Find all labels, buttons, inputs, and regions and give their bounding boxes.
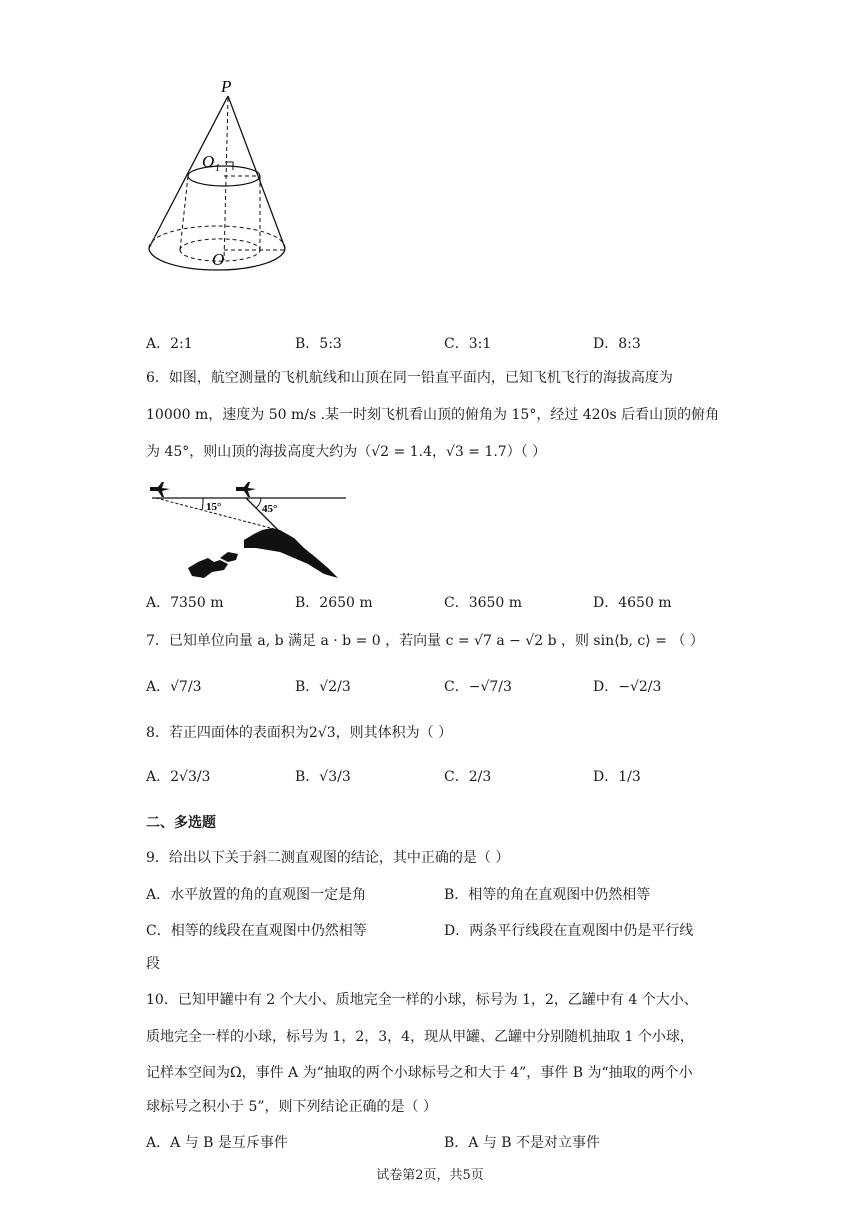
q9-option-b: B．相等的角在直观图中仍然相等	[444, 887, 651, 903]
q10-stem-line3: 记样本空间为Ω，事件 A 为“抽取的两个小球标号之和大于 4”，事件 B 为“抽取的两个小	[146, 1065, 693, 1081]
q10-stem-line2: 质地完全一样的小球，标号为 1，2，3，4，现从甲罐、乙罐中分别随机抽取 1 个小球，	[146, 1029, 694, 1045]
q7-option-a: A．√7/3	[146, 679, 202, 695]
q6-stem-line2: 10000 m，速度为 50 m/s .某一时刻飞机看山顶的俯角为 15°，经过 420s 后看山顶的俯角	[146, 407, 720, 423]
plane-angle-15: 15°	[206, 501, 222, 513]
q9-option-a: A．水平放置的角的直观图一定是角	[146, 887, 367, 903]
q9-option-c: C．相等的线段在直观图中仍然相等	[146, 923, 367, 939]
section-heading-multiple-choice: 二、多选题	[146, 815, 216, 831]
q10-option-b: B．A 与 B 不是对立事件	[444, 1135, 601, 1151]
q7-stem: 7．已知单位向量 a, b 满足 a · b = 0 ，若向量 c = √7 a − √2 b ，则 sin⟨b, c⟩ = （ ）	[146, 633, 704, 649]
q10-stem-line1: 10．已知甲罐中有 2 个大小、质地完全一样的小球，标号为 1，2，乙罐中有 4 个大小、	[146, 992, 698, 1008]
q7-option-b: B．√2/3	[295, 679, 351, 695]
q9-stem: 9．给出以下关于斜二测直观图的结论，其中正确的是（ ）	[146, 850, 510, 866]
q7-option-c: C．−√7/3	[444, 679, 512, 695]
cone-label-p: P	[221, 77, 232, 96]
q6-option-d: D．4650 m	[593, 595, 672, 611]
q6-stem-line3: 为 45°，则山顶的海拔高度大约为（√2 = 1.4，√3 = 1.7）（ ）	[146, 444, 547, 460]
cone-label-o1: O	[202, 152, 215, 171]
cone-label-o1-sub: 1	[215, 163, 220, 174]
q10-option-a: A．A 与 B 是互斥事件	[146, 1135, 288, 1151]
q8-option-a: A．2√3/3	[146, 769, 211, 785]
cone-figure	[140, 72, 300, 287]
q10-stem-line4: 球标号之积小于 5”，则下列结论正确的是（ ）	[146, 1099, 437, 1115]
cone-label-o: O	[212, 250, 225, 269]
q6-option-a: A．7350 m	[146, 595, 224, 611]
q5-option-d: D．8:3	[593, 336, 641, 352]
page-footer: 试卷第2页，共5页	[376, 1168, 484, 1183]
q8-option-b: B．√3/3	[295, 769, 351, 785]
q8-option-d: D．1/3	[593, 769, 641, 785]
q7-option-d: D．−√2/3	[593, 679, 662, 695]
q6-option-c: C．3650 m	[444, 595, 523, 611]
q8-stem: 8．若正四面体的表面积为2√3，则其体积为（ ）	[146, 725, 453, 741]
q5-option-b: B．5:3	[295, 336, 342, 352]
plane-mountain-figure	[148, 478, 348, 584]
plane-angle-45: 45°	[262, 503, 278, 515]
q6-option-b: B．2650 m	[295, 595, 373, 611]
q6-stem-line1: 6．如图，航空测量的飞机航线和山顶在同一铅直平面内，已知飞机飞行的海拔高度为	[146, 370, 673, 386]
q9-option-d: D．两条平行线段在直观图中仍是平行线	[444, 923, 694, 939]
q5-option-a: A．2:1	[146, 336, 193, 352]
q8-option-c: C．2/3	[444, 769, 492, 785]
q5-option-c: C．3:1	[444, 336, 492, 352]
q9-option-d-wrap: 段	[146, 956, 160, 972]
